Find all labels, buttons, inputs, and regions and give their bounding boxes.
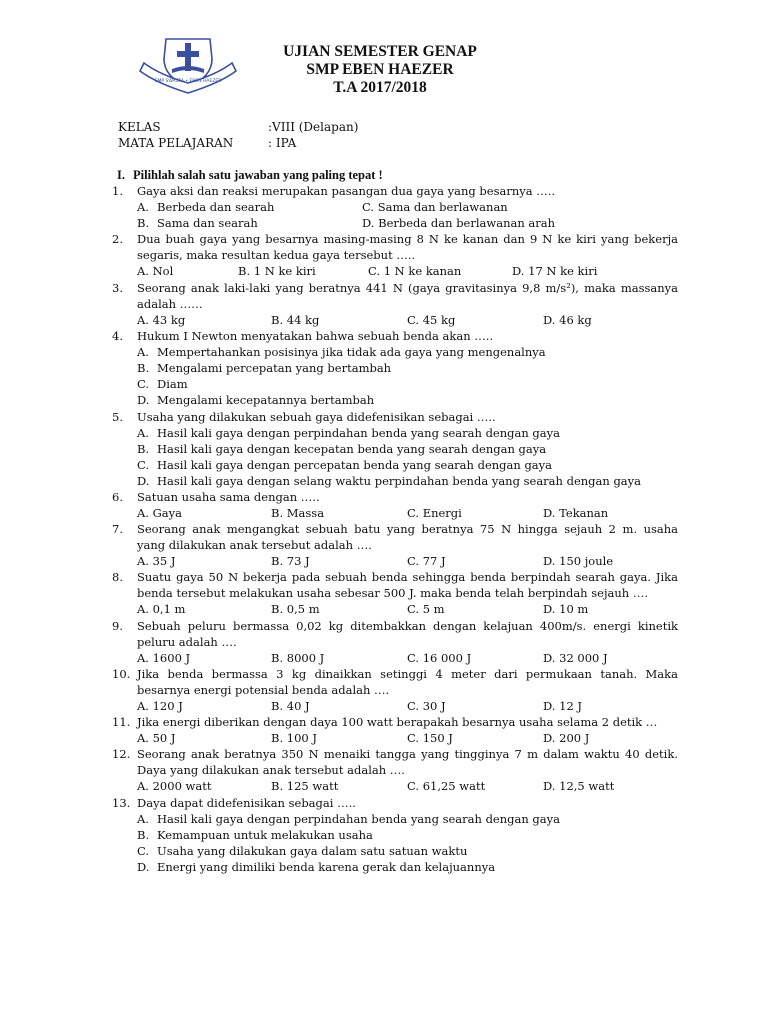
option-a: A. 0,1 m — [137, 602, 186, 616]
option-a: A. Hasil kali gaya dengan perpindahan benda yang searah dengan gaya — [137, 426, 560, 440]
option-c: C. Usaha yang dilakukan gaya dalam satu satuan waktu — [137, 844, 468, 858]
option-a: A. 120 J — [137, 699, 183, 713]
option-d: D. Berbeda dan berlawanan arah — [362, 216, 556, 230]
academic-year: T.A 2017/2018 — [333, 79, 427, 96]
option-c: C. 61,25 watt — [407, 779, 486, 793]
question-text-line1: Suatu gaya 50 N bekerja pada sebuah benda sehingga benda berpindah searah gaya. Jika — [137, 570, 678, 584]
option-c: C. Sama dan berlawanan — [362, 200, 508, 214]
option-a: A. 1600 J — [137, 651, 191, 665]
question-text-line1: Seorang anak laki-laki yang beratnya 441 N (gaya gravitasinya 9,8 m/s²), maka massanya — [137, 281, 678, 295]
option-a: A. Nol — [137, 264, 174, 278]
option-d: D. Mengalami kecepatannya bertambah — [137, 393, 375, 407]
option-b: B. 125 watt — [271, 779, 339, 793]
option-a: A. Berbeda dan searah — [137, 200, 275, 214]
option-d: D. 17 N ke kiri — [512, 264, 598, 278]
question-number: 1. — [112, 184, 123, 198]
question-text-line1: Dua buah gaya yang besarnya masing-masing 8 N ke kanan dan 9 N ke kiri yang bekerja — [137, 232, 678, 246]
logo-text: SMP SWASTA • EBEN HAEZER — [154, 79, 222, 84]
option-d: D. Energi yang dimiliki benda karena gerak dan kelajuannya — [137, 860, 496, 874]
mapel-label: MATA PELAJARAN — [118, 136, 234, 150]
question-text: Hukum I Newton menyatakan bahwa sebuah benda akan ….. — [137, 329, 494, 343]
kelas-value: :VIII (Delapan) — [268, 120, 359, 134]
school-name: SMP EBEN HAEZER — [306, 61, 454, 78]
option-b: B. Sama dan searah — [137, 216, 258, 230]
option-c: C. Diam — [137, 377, 188, 391]
question-number: 12. — [112, 747, 131, 761]
option-b: B. Mengalami percepatan yang bertambah — [137, 361, 392, 375]
section-instruction: Pilihlah salah satu jawaban yang paling tepat ! — [133, 168, 383, 182]
option-c: C. 16 000 J — [407, 651, 472, 665]
question-number: 3. — [112, 281, 123, 295]
option-a: A. Gaya — [137, 506, 183, 520]
option-c: C. Energi — [407, 506, 462, 520]
option-a: A. Hasil kali gaya dengan perpindahan benda yang searah dengan gaya — [137, 812, 560, 826]
mapel-value: : IPA — [268, 136, 297, 150]
question-number: 7. — [112, 522, 123, 536]
option-d: D. 12 J — [543, 699, 583, 713]
question-number: 2. — [112, 232, 123, 246]
option-b: B. 100 J — [271, 731, 317, 745]
question-number: 8. — [112, 570, 123, 584]
option-b: B. 73 J — [271, 554, 310, 568]
question-number: 11. — [112, 715, 131, 729]
option-c: C. 150 J — [407, 731, 453, 745]
option-d: D. 200 J — [543, 731, 590, 745]
question-number: 4. — [112, 329, 123, 343]
option-d: D. 12,5 watt — [543, 779, 615, 793]
exam-page: SMP SWASTA • EBEN HAEZER UJIAN SEMESTER GENAP SMP EBEN HAEZER T.A 2017/2018 KELAS :VIII (Delapan) MATA PELAJARAN : IPA I. Pilihlah salah satu jawaban yang paling tepat ! 1. Gaya aksi dan reaksi merupakan pasangan dua gaya yang besarnya ….. A. Berbeda dan searah C. Sama dan berlawanan B. Sama dan searah D. Berbeda dan berlawanan arah 2. Dua buah gaya yang besarnya masing-masing 8 N ke kanan dan 9 N ke kiri yang bekerja segaris, maka resultan kedua gaya tersebut ….. A. Nol B. 1 N ke kiri C. 1 N ke kanan D. 17 N ke kiri 3. Seorang anak laki-laki yang beratnya 441 N (gaya gravitasinya 9,8 m/s²), maka massanya adalah …… A. 43 kg B. 44 kg C. 45 kg D. 46 kg 4. Hukum I Newton menyatakan bahwa sebuah benda akan ….. A. Mempertahankan posisinya jika tidak ada gaya yang mengenalnya B. Mengalami percepatan yang bertambah C. Diam D. Mengalami kecepatannya bertambah 5. Usaha yang dilakukan sebuah gaya didefenisikan sebagai ….. A. Hasil kali gaya dengan perpindahan benda yang searah dengan gaya B. Hasil kali gaya dengan kecepatan benda yang searah dengan gaya C. Hasil kali gaya dengan percepatan benda yang searah dengan gaya D. Hasil kali gaya dengan selang waktu perpindahan benda yang searah dengan gaya 6. Satuan usaha sama dengan ….. A. Gaya B. Massa C. Energi D. Tekanan 7. Seorang anak mengangkat sebuah batu yang beratnya 75 N hingga sejauh 2 m. usaha yang dilakukan anak tersebut adalah …. A. 35 J B. 73 J C. 77 J D. 150 joule 8. Suatu gaya 50 N bekerja pada sebuah benda sehingga benda berpindah searah gaya. Jika benda tersebut melakukan usaha sebesar 500 J. maka benda telah berpindah sejauh …. A. 0,1 m B. 0,5 m C. 5 m D. 10 m 9. Sebuah peluru bermassa 0,02 kg ditembakkan dengan kelajuan 400m/s. energi kinetik peluru adalah …. A. 1600 J B. 8000 J C. 16 000 J D. 32 000 J 10. Jika benda bermassa 3 kg dinaikkan setinggi 4 meter dari permukaan tanah. Maka besarnya energi potensial benda adalah …. A. 120 J B. 40 J C. 30 J D. 12 J 11. Jika energi diberikan dengan daya 100 watt berapakah besarnya usaha selama 2 detik … A. 50 J B. 100 J C. 150 J D. 200 J 12. Seorang anak beratnya 350 N menaiki tangga yang tingginya 7 m dalam waktu 40 detik. Daya yang dilakukan anak tersebut adalah …. A. 2000 watt B. 125 watt C. 61,25 watt D. 12,5 watt 13. Daya dapat didefenisikan sebagai ….. A. Hasil kali gaya dengan perpindahan benda yang searah dengan gaya B. Kemampuan untuk melakukan usaha C. Usaha yang dilakukan gaya dalam satu satuan waktu D. Energi yang dimiliki benda karena gerak dan kelajuannya — [0, 0, 768, 1024]
option-a: A. Mempertahankan posisinya jika tidak ada gaya yang mengenalnya — [137, 345, 546, 359]
option-a: A. 35 J — [137, 554, 176, 568]
question-number: 5. — [112, 410, 123, 424]
option-a: A. 50 J — [137, 731, 176, 745]
question-number: 13. — [112, 796, 131, 810]
option-b: B. 0,5 m — [271, 602, 320, 616]
option-d: D. Tekanan — [543, 506, 609, 520]
question-text: Jika energi diberikan dengan daya 100 watt berapakah besarnya usaha selama 2 detik … — [137, 715, 658, 729]
question-text-line1: Sebuah peluru bermassa 0,02 kg ditembakkan dengan kelajuan 400m/s. energi kinetik — [137, 619, 678, 633]
option-b: B. Massa — [271, 506, 325, 520]
question-text: Satuan usaha sama dengan ….. — [137, 490, 320, 504]
option-b: B. Hasil kali gaya dengan kecepatan benda yang searah dengan gaya — [137, 442, 547, 456]
option-c: C. 77 J — [407, 554, 446, 568]
option-d: D. 10 m — [543, 602, 589, 616]
option-c: C. 5 m — [407, 602, 445, 616]
section-number: I. — [117, 168, 125, 182]
question-text-line1: Seorang anak beratnya 350 N menaiki tangga yang tingginya 7 m dalam waktu 40 detik. — [137, 747, 678, 761]
option-d: D. 46 kg — [543, 313, 592, 327]
option-b: B. 8000 J — [271, 651, 325, 665]
question-number: 10. — [112, 667, 131, 681]
option-b: B. 40 J — [271, 699, 310, 713]
question-text: Daya dapat didefenisikan sebagai ….. — [137, 796, 356, 810]
option-c: C. 1 N ke kanan — [368, 264, 462, 278]
question-number: 6. — [112, 490, 123, 504]
question-text: Usaha yang dilakukan sebuah gaya didefenisikan sebagai ….. — [137, 410, 496, 424]
question-number: 9. — [112, 619, 123, 633]
exam-title: UJIAN SEMESTER GENAP — [283, 43, 477, 60]
school-logo — [136, 33, 240, 97]
question-text: Gaya aksi dan reaksi merupakan pasangan dua gaya yang besarnya ….. — [137, 184, 556, 198]
option-b: B. Kemampuan untuk melakukan usaha — [137, 828, 373, 842]
option-c: C. Hasil kali gaya dengan percepatan benda yang searah dengan gaya — [137, 458, 553, 472]
option-b: B. 1 N ke kiri — [238, 264, 316, 278]
option-c: C. 30 J — [407, 699, 446, 713]
kelas-label: KELAS — [118, 120, 161, 134]
option-c: C. 45 kg — [407, 313, 456, 327]
option-a: A. 43 kg — [137, 313, 186, 327]
option-d: D. 150 joule — [543, 554, 614, 568]
question-text-line1: Seorang anak mengangkat sebuah batu yang beratnya 75 N hingga sejauh 2 m. usaha — [137, 522, 678, 536]
option-b: B. 44 kg — [271, 313, 320, 327]
option-a: A. 2000 watt — [137, 779, 212, 793]
option-d: D. 32 000 J — [543, 651, 608, 665]
question-text-line1: Jika benda bermassa 3 kg dinaikkan setinggi 4 meter dari permukaan tanah. Maka — [137, 667, 678, 681]
option-d: D. Hasil kali gaya dengan selang waktu perpindahan benda yang searah dengan gaya — [137, 474, 642, 488]
